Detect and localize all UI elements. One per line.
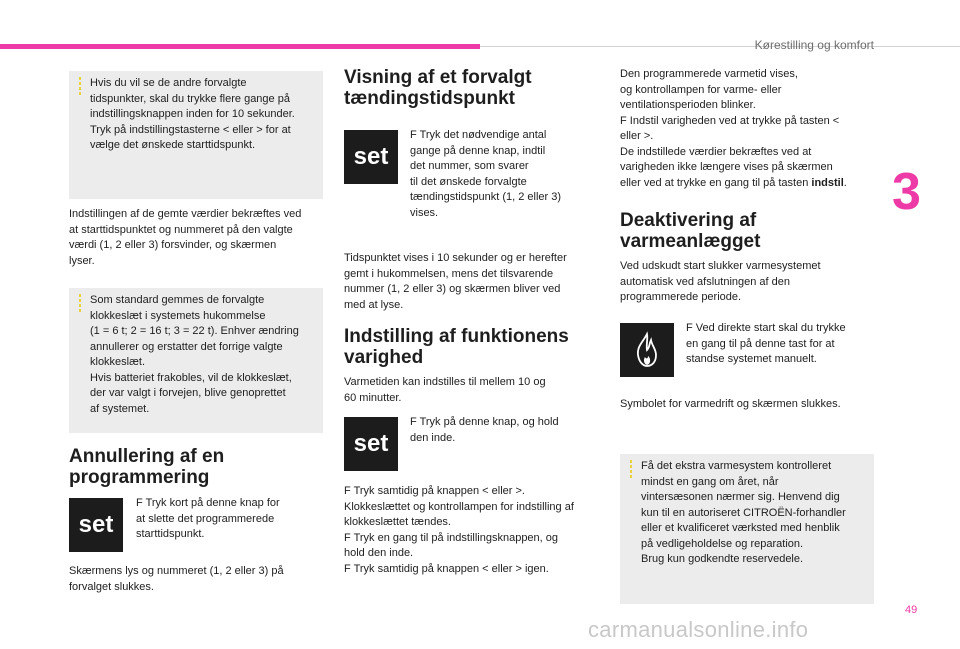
bullet-direct-start-stop: F Ved direkte start skal du trykke en gang til på denne tast for at standse systemet manuelt. <box>686 322 846 365</box>
watermark: carmanualsonline.info <box>588 617 809 642</box>
heading-deactivate-heater: Deaktivering af varmeanlægget <box>620 210 761 252</box>
bullet-cancel: F Tryk kort på denne knap for at slette det programmerede starttidspunkt. <box>136 497 280 540</box>
section-title: Kørestilling og komfort <box>754 38 874 52</box>
paragraph-auto-off: Ved udskudt start slukker varmesystemet automatisk ved afslutningen af den programmerede periode. <box>620 260 821 303</box>
info-box-maintenance <box>620 454 874 604</box>
info-text: Som standard gemmes de forvalgte klokkeslæt i systemets hukommelse (1 = 6 t; 2 = 16 t; 3 = 22 t). Enhver ændring annullerer og erstatter det forrige valgte klokkeslæt. Hvis batteriet frakobles, vil de klokkeslæt, der var valgt i forvejen, blive genoprettet af systemet. <box>90 294 299 415</box>
paragraph-confirm-settings: Indstillingen af de gemte værdier bekræftes ved at starttidspunktet og nummeret på den valgte værdi (1, 2 eller 3) forsvinder, og skærmen lyser. <box>69 208 302 267</box>
heater-button-icon <box>620 323 674 377</box>
paragraph-duration-range: Varmetiden kan indstilles til mellem 10 og 60 minutter. <box>344 376 546 404</box>
paragraph-time-shown: Tidspunktet vises i 10 sekunder og er herefter gemt i hukommelsen, mens det tilsvarende nummer (1, 2 eller 3) og skærmen bliver ved med at lyse. <box>344 252 567 311</box>
paragraph-symbol-off: Symbolet for varmedrift og skærmen slukkes. <box>620 398 841 410</box>
bullet-press-hold: F Tryk på denne knap, og hold den inde. <box>410 416 559 444</box>
paragraph-duration-steps: F Tryk samtidig på knappen < eller >. Klokkeslættet og kontrollampen for indstilling af klokkeslættet tændes. F Tryk en gang til på indstillingsknappen, og hold den inde. F Tryk samtidig på knappen < eller > igen. <box>344 485 574 575</box>
header-accent-bar <box>0 44 480 49</box>
set-button-icon: set <box>69 498 123 552</box>
bullet-press-set-repeatedly: F Tryk det nødvendige antal gange på denne knap, indtil det nummer, som svarer til det ønskede forvalgte tændingstidspunkt (1, 2 eller 3) vises. <box>410 129 562 219</box>
set-button-icon: set <box>344 130 398 184</box>
chapter-number: 3 <box>892 163 921 221</box>
info-text: Få det ekstra varmesystem kontrolleret mindst en gang om året, når vintersæsonen nærmer sig. Henvend dig kun til en autoriseret CITROËN-forhandler eller et kvalificeret værksted med henblik på vedligeholdelse og reparation. Brug kun godkendte reservedele. <box>641 460 846 565</box>
info-box-default-times <box>69 288 323 433</box>
paragraph-display-off: Skærmens lys og nummeret (1, 2 eller 3) på forvalget slukkes. <box>69 565 284 593</box>
page-number: 49 <box>905 604 918 616</box>
flame-icon <box>632 331 662 369</box>
info-box-preset-times <box>69 71 323 199</box>
paragraph-duration-shown: Den programmerede varmetid vises, og kontrollampen for varme- eller ventilationsperioden blinker. F Indstil varigheden ved at trykke på tasten < eller >. De indstillede værdier bekræftes ved at varigheden ikke længere vises på skærmen eller ved at trykke en gang til på tasten indstil. <box>620 68 847 189</box>
heading-cancel-programming: Annullering af en programmering <box>69 446 225 488</box>
info-icon <box>79 77 81 97</box>
set-button-icon: set <box>344 417 398 471</box>
heading-set-duration: Indstilling af funktionens varighed <box>344 326 569 368</box>
header-rule <box>480 46 960 47</box>
key-name-indstil: indstil <box>811 176 844 189</box>
info-icon <box>79 294 81 314</box>
info-text: Hvis du vil se de andre forvalgte tidspunkter, skal du trykke flere gange på indstillingsknappen inden for 10 sekunder. Tryk på indstillingstasterne < eller > for at vælge det ønskede starttidspunkt. <box>90 77 295 151</box>
info-icon <box>630 460 632 480</box>
heading-display-preset: Visning af et forvalgt tændingstidspunkt <box>344 67 532 109</box>
